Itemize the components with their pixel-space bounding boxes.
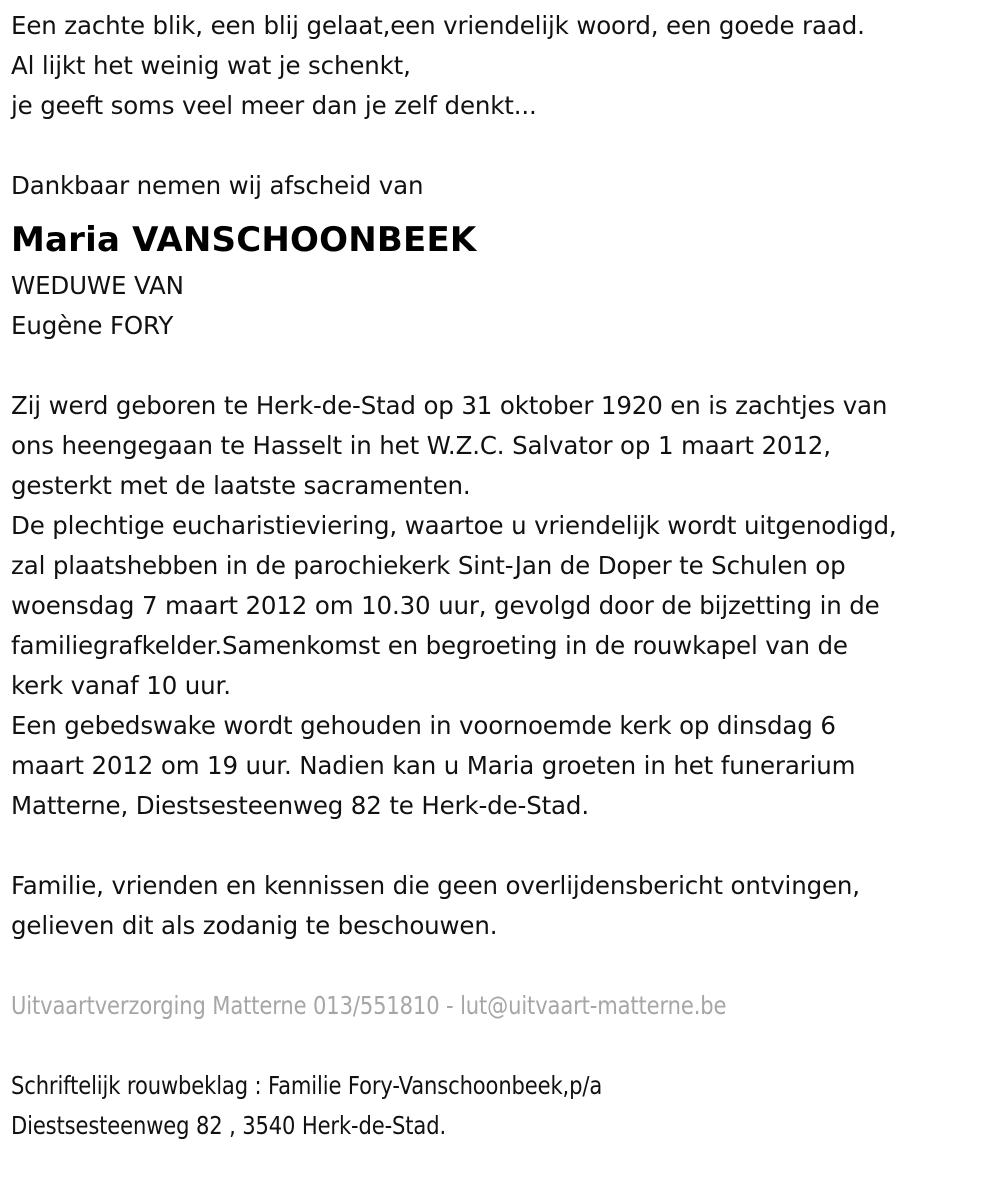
notice-line: gelieven dit als zodanig te beschouwen. bbox=[11, 911, 498, 940]
poem-line: Een zachte blik, een blij gelaat,een vriendelijk woord, een goede raad. bbox=[11, 11, 865, 40]
poem bbox=[11, 6, 1000, 126]
body-line: woensdag 7 maart 2012 om 10.30 uur, gevolgd door de bijzetting in de bbox=[11, 591, 880, 620]
body-line: Een gebedswake wordt gehouden in voornoemde kerk op dinsdag 6 bbox=[11, 711, 836, 740]
poem-line: Al lijkt het weinig wat je schenkt, bbox=[11, 51, 411, 80]
spacer bbox=[11, 346, 1000, 386]
spacer bbox=[11, 126, 1000, 166]
body-line: ons heengegaan te Hasselt in het W.Z.C. Salvator op 1 maart 2012, bbox=[11, 431, 831, 460]
body-line: maart 2012 om 19 uur. Nadien kan u Maria groeten in het funerarium bbox=[11, 751, 856, 780]
condolences bbox=[11, 1066, 1000, 1146]
notice bbox=[11, 866, 1000, 946]
condolences-line bbox=[11, 1106, 1000, 1146]
condolences-text: Diestsesteenweg 82 , 3540 Herk-de-Stad. bbox=[11, 1111, 447, 1140]
condolences-line bbox=[11, 1066, 1000, 1106]
spouse-name: Eugène FORY bbox=[11, 311, 174, 340]
spacer bbox=[11, 826, 1000, 866]
body-line: kerk vanaf 10 uur. bbox=[11, 671, 231, 700]
deceased-name: Maria VANSCHOONBEEK bbox=[11, 220, 477, 260]
body-line: gesterkt met de laatste sacramenten. bbox=[11, 471, 471, 500]
body-line: zal plaatshebben in de parochiekerk Sint-Jan de Doper te Schulen op bbox=[11, 551, 846, 580]
funeral-home-text: Uitvaartverzorging Matterne 013/551810 - lut@uitvaart-matterne.be bbox=[11, 991, 727, 1020]
notice-line: Familie, vrienden en kennissen die geen overlijdensbericht ontvingen, bbox=[11, 871, 860, 900]
poem-line: je geeft soms veel meer dan je zelf denkt... bbox=[11, 91, 537, 120]
body-line: Zij werd geboren te Herk-de-Stad op 31 oktober 1920 en is zachtjes van bbox=[11, 391, 888, 420]
obituary-body bbox=[11, 386, 1000, 826]
intro-text: Dankbaar nemen wij afscheid van bbox=[11, 171, 424, 200]
spacer bbox=[11, 1026, 1000, 1066]
body-line: De plechtige eucharistieviering, waartoe u vriendelijk wordt uitgenodigd, bbox=[11, 511, 897, 540]
body-line: Matterne, Diestsesteenweg 82 te Herk-de-Stad. bbox=[11, 791, 589, 820]
condolences-text: Schriftelijk rouwbeklag : Familie Fory-Vanschoonbeek,p/a bbox=[11, 1071, 603, 1100]
funeral-home-contact bbox=[11, 986, 1000, 1026]
relation-label: WEDUWE VAN bbox=[11, 271, 184, 300]
spacer bbox=[11, 946, 1000, 986]
body-line: familiegrafkelder.Samenkomst en begroeting in de rouwkapel van de bbox=[11, 631, 848, 660]
